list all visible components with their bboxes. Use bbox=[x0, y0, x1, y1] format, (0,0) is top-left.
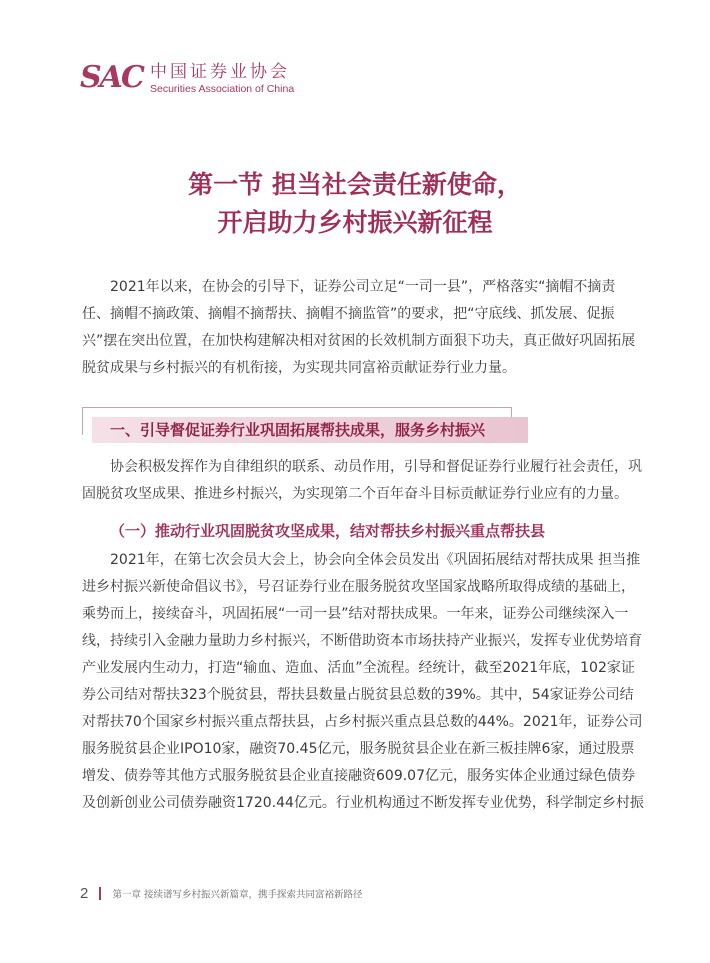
text-line: 进乡村振兴新使命倡议书》，号召证券行业在服务脱贫攻坚国家战略所取得成绩的基础上， bbox=[82, 579, 635, 595]
text-line: 券公司结对帮扶323个脱贫县，帮扶县数量占脱贫县总数的39%。其中，54家证券公司结 bbox=[82, 687, 634, 703]
text-line: 线，持续引入金融力量助力乡村振兴，不断借助资本市场扶持产业振兴，发挥专业优势培育 bbox=[82, 633, 642, 649]
org-name-cn: 中国证券业协会 bbox=[150, 62, 290, 82]
section-heading: 一、引导督促证券行业巩固拓展帮扶成果，服务乡村振兴 bbox=[110, 421, 486, 439]
page-number: 2 bbox=[80, 885, 89, 902]
text-line: 兴”摆在突出位置，在加快构建解决相对贫困的长效机制方面狠下功夫，真正做好巩固拓展 bbox=[82, 333, 636, 349]
footer-divider bbox=[99, 887, 101, 900]
subsection1-paragraph bbox=[82, 547, 644, 817]
text-line: 协会积极发挥作为自律组织的联系、动员作用，引导和督促证券行业履行社会责任，巩 bbox=[110, 459, 642, 475]
intro-paragraph bbox=[82, 274, 636, 382]
text-line: 2021年，在第七次会员大会上，协会向全体会员发出《巩固拓展结对帮扶成果 担当推 bbox=[110, 552, 641, 568]
section-heading-banner bbox=[82, 407, 528, 443]
text-line: 脱贫成果与乡村振兴的有机衔接，为实现共同富裕贡献证券行业力量。 bbox=[82, 360, 516, 376]
org-logo bbox=[80, 60, 340, 100]
section1-paragraph bbox=[82, 454, 642, 508]
sac-logo-mark: SAC bbox=[80, 60, 143, 95]
page-title-line-1: 第一节 担当社会责任新使命， bbox=[188, 170, 522, 199]
text-line: 产业发展内生动力，打造“输血、造血、活血”全流程。经统计，截至2021年底，102家证 bbox=[82, 660, 635, 676]
text-line: 2021年以来，在协会的引导下，证券公司立足“一司一县”，严格落实“摘帽不摘责 bbox=[110, 279, 616, 295]
page-title-line-2: 开启助力乡村振兴新征程 bbox=[217, 208, 493, 237]
text-line: 服务脱贫县企业IPO10家，融资70.45亿元，服务脱贫县企业在新三板挂牌6家，通过股票 bbox=[82, 741, 635, 757]
org-name-en: Securities Association of China bbox=[150, 83, 295, 95]
text-line: 乘势而上，接续奋斗，巩固拓展“一司一县”结对帮扶成果。一年来，证券公司继续深入一 bbox=[82, 606, 629, 622]
text-line: 及创新创业公司债券融资1720.44亿元。行业机构通过不断发挥专业优势，科学制定乡村振 bbox=[82, 795, 644, 811]
text-line: 固脱贫攻坚成果、推进乡村振兴，为实现第二个百年奋斗目标贡献证券行业应有的力量。 bbox=[82, 486, 628, 502]
chapter-title: 第一章 接续谱写乡村振兴新篇章，携手探索共同富裕新路径 bbox=[112, 889, 363, 901]
page-footer bbox=[80, 883, 363, 903]
text-line: 对帮扶70个国家乡村振兴重点帮扶县，占乡村振兴重点县总数的44%。2021年，证券公司 bbox=[82, 714, 643, 730]
subsection-heading: （一）推动行业巩固脱贫攻坚成果，结对帮扶乡村振兴重点帮扶县 bbox=[110, 522, 546, 540]
text-line: 增发、债券等其他方式服务脱贫县企业直接融资609.07亿元，服务实体企业通过绿色债券 bbox=[82, 768, 635, 784]
text-line: 任、摘帽不摘政策、摘帽不摘帮扶、摘帽不摘监管”的要求，把“守底线、抓发展、促振 bbox=[82, 306, 615, 322]
